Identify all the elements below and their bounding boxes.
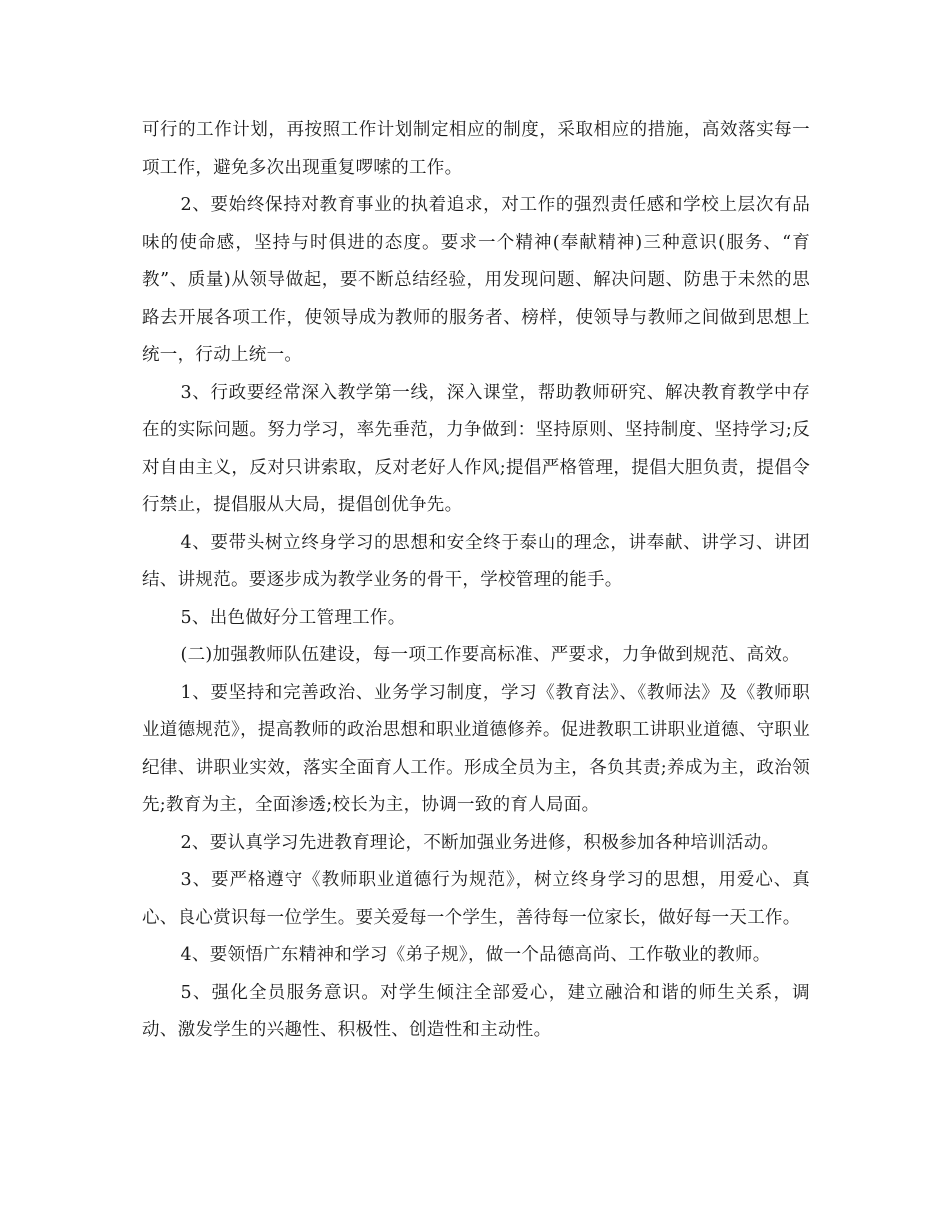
paragraph-item-4-guangdong-spirit: 4、要领悟广东精神和学习《弟子规》，做一个品德高尚、工作敬业的教师。 <box>180 945 771 965</box>
paragraph-item-1-study-system: 1、要坚持和完善政治、业务学习制度，学习《教育法》、《教师法》及《教师职业道德规范》，提高教师的政治思想和职业道德修养。促进教职工讲职业道德、守职业纪律、讲职业实效，落实全面育人工作。形成全员为主，各负其责;养成为主，政治领先;教育为主，全面渗透;校长为主，协调一致的育人局面。 <box>142 682 810 815</box>
section-heading-teacher-team: (二)加强教师队伍建设，每一项工作要高标准、严要求，力争做到规范、高效。 <box>180 645 800 665</box>
document-body <box>142 112 810 1050</box>
paragraph-continuation: 可行的工作计划，再按照工作计划制定相应的制度，采取相应的措施，高效落实每一项工作，避免多次出现重复啰嗦的工作。 <box>142 120 810 178</box>
paragraph-item-4-lifelong-learning: 4、要带头树立终身学习的思想和安全终于泰山的理念，讲奉献、讲学习、讲团结、讲规范。要逐步成为教学业务的骨干，学校管理的能手。 <box>142 532 810 590</box>
paragraph-item-2-theory-study: 2、要认真学习先进教育理论，不断加强业务进修，积极参加各种培训活动。 <box>180 832 780 853</box>
paragraph-item-5-service-awareness: 5、强化全员服务意识。对学生倾注全部爱心，建立融洽和谐的师生关系，调动、激发学生的兴趣性、积极性、创造性和主动性。 <box>142 982 810 1040</box>
paragraph-item-3-administration: 3、行政要经常深入教学第一线，深入课堂，帮助教师研究、解决教育教学中存在的实际问题。努力学习，率先垂范，力争做到：坚持原则、坚持制度、坚持学习;反对自由主义，反对只讲索取，反对老好人作风;提倡严格管理，提倡大胆负责，提倡令行禁止，提倡服从大局，提倡创优争先。 <box>142 382 810 515</box>
paragraph-item-5-division-of-work: 5、出色做好分工管理工作。 <box>180 607 406 628</box>
paragraph-item-2-commitment: 2、要始终保持对教育事业的执着追求，对工作的强烈责任感和学校上层次有品味的使命感，坚持与时俱进的态度。要求一个精神(奉献精神)三种意识(服务、“育教”、质量)从领导做起，要不断总结经验，用发现问题、解决问题、防患于未然的思路去开展各项工作，使领导成为教师的服务者、榜样，使领导与教师之间做到思想上统一，行动上统一。 <box>142 195 810 365</box>
paragraph-item-3-ethics: 3、要严格遵守《教师职业道德行为规范》，树立终身学习的思想，用爱心、真心、良心赏识每一位学生。要关爱每一个学生，善待每一位家长，做好每一天工作。 <box>142 870 810 928</box>
